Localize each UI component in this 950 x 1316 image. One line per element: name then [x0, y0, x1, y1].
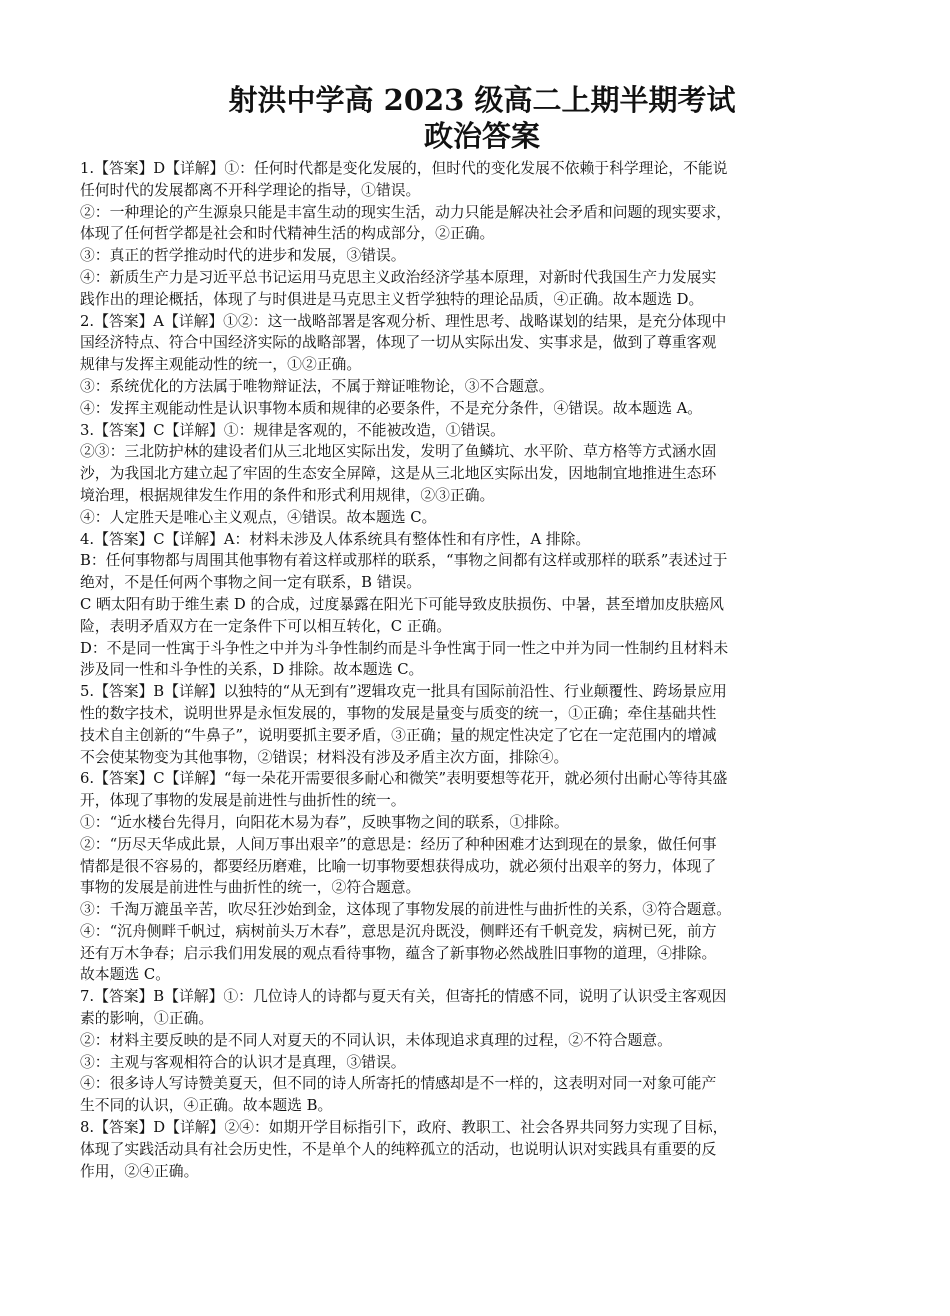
answer-line: 践作出的理论概括，体现了与时俱进是马克思主义哲学独特的理论品质，④正确。故本题选 D。	[80, 290, 704, 308]
exam-subtitle: 政治答案	[423, 119, 540, 153]
answer-line: ③：系统优化的方法属于唯物辩证法，不属于辩证唯物论，③不合题意。	[80, 377, 554, 395]
answer-line: ④：“沉舟侧畔千帆过，病树前头万木春”，意思是沉舟既没，侧畔还有千帆竞发，病树已死，前方	[80, 922, 717, 940]
answer-line: 体现了任何哲学都是社会和时代精神生活的构成部分，②正确。	[80, 225, 495, 243]
answer-line: 任何时代的发展都离不开科学理论的指导，①错误。	[80, 181, 421, 199]
answer-line: B：任何事物都与周围其他事物有着这样或那样的联系，“事物之间都有这样或那样的联系”表述过于	[80, 552, 728, 570]
answer-line: ④：人定胜天是唯心主义观点，④错误。故本题选 C。	[80, 508, 437, 526]
answer-line: ④：发挥主观能动性是认识事物本质和规律的必要条件，不是充分条件，④错误。故本题选 A。	[80, 399, 703, 417]
answer-line: 国经济特点、符合中国经济实际的战略部署，体现了一切从实际出发、实事求是，做到了尊重客观	[80, 334, 717, 352]
answer-line: ②：“历尽天华成此景，人间万事出艰辛”的意思是：经历了种种困难才达到现在的景象，做任何事	[80, 835, 717, 853]
answer-line: 故本题选 C。	[80, 966, 171, 984]
answer-line: ④：很多诗人写诗赞美夏天，但不同的诗人所寄托的情感却是不一样的，这表明对同一对象可能产	[80, 1075, 717, 1093]
answer-line: 事物的发展是前进性与曲折性的统一，②符合题意。	[80, 879, 421, 897]
answer-line: 规律与发挥主观能动性的统一，①②正确。	[80, 356, 362, 374]
answer-line: 性的数字技术，说明世界是永恒发展的，事物的发展是量变与质变的统一，①正确；牵住基础共性	[80, 704, 717, 722]
answer-line: ②：一种理论的产生源泉只能是丰富生动的现实生活，动力只能是解决社会矛盾和问题的现实要求，	[80, 203, 732, 221]
answer-line: 开，体现了事物的发展是前进性与曲折性的统一。	[80, 792, 406, 810]
answer-line: ③：千淘万漉虽辛苦，吹尽狂沙始到金，这体现了事物发展的前进性与曲折性的关系，③符合题意。	[80, 901, 732, 919]
answer-line: 6.【答案】C【详解】“每一朵花开需要很多耐心和微笑”表明要想等花开，就必须付出耐心等待其盛	[80, 770, 728, 788]
answer-line: 素的影响，①正确。	[80, 1010, 214, 1028]
answer-line: 4.【答案】C【详解】A：材料未涉及人体系统具有整体性和有序性，A 排除。	[80, 530, 591, 548]
answer-line: C 晒太阳有助于维生素 D 的合成，过度暴露在阳光下可能导致皮肤损伤、中暑，甚至增加皮肤癌风	[80, 595, 724, 613]
answer-line: ③：真正的哲学推动时代的进步和发展，③错误。	[80, 247, 406, 265]
answer-line: 生不同的认识，④正确。故本题选 B。	[80, 1097, 333, 1115]
answer-line: 情都是很不容易的，都要经历磨难，比喻一切事物要想获得成功，就必须付出艰辛的努力，体现了	[80, 857, 717, 875]
answer-line: 3.【答案】C【详解】①：规律是客观的，不能被改造，①错误。	[80, 421, 505, 439]
answer-line: 8.【答案】D【详解】②④：如期开学目标指引下，政府、教职工、社会各界共同努力实现了目标，	[80, 1119, 728, 1137]
answer-line: 2.【答案】A【详解】①②：这一战略部署是客观分析、理性思考、战略谋划的结果，是充分体现中	[80, 312, 727, 330]
answer-line: ④：新质生产力是习近平总书记运用马克思主义政治经济学基本原理，对新时代我国生产力发展实	[80, 268, 717, 286]
answer-line: 体现了实践活动具有社会历史性，不是单个人的纯粹孤立的活动，也说明认识对实践具有重要的反	[80, 1140, 717, 1158]
answer-body	[80, 158, 884, 1182]
answer-line: 不会使某物变为其他事物，②错误；材料没有涉及矛盾主次方面，排除④。	[80, 748, 569, 766]
answer-line: 险，表明矛盾双方在一定条件下可以相互转化，C 正确。	[80, 617, 452, 635]
answer-line: 5.【答案】B【详解】以独特的“从无到有”逻辑攻克一批具有国际前沿性、行业颠覆性、跨场景应用	[80, 683, 727, 701]
answer-line: ②：材料主要反映的是不同人对夏天的不同认识，未体现追求真理的过程，②不符合题意。	[80, 1031, 672, 1049]
answer-line: 7.【答案】B【详解】①：几位诗人的诗都与夏天有关，但寄托的情感不同，说明了认识受主客观因	[80, 988, 727, 1006]
answer-line: D：不是同一性寓于斗争性之中并为斗争性制约而是斗争性寓于同一性之中并为同一性制约且材料未	[80, 639, 729, 657]
answer-line: 境治理，根据规律发生作用的条件和形式利用规律，②③正确。	[80, 486, 495, 504]
answer-line: 1.【答案】D【详解】①：任何时代都是变化发展的，但时代的变化发展不依赖于科学理论，不能说	[80, 160, 728, 177]
answer-line: 技术自主创新的“牛鼻子”，说明要抓主要矛盾，③正确；量的规定性决定了它在一定范围内的增减	[80, 726, 717, 744]
answer-line: ①：“近水楼台先得月，向阳花木易为春”，反映事物之间的联系，①排除。	[80, 813, 569, 831]
answer-line: ②③：三北防护林的建设者们从三北地区实际出发，发明了鱼鳞坑、水平阶、草方格等方式涵水固	[80, 443, 717, 461]
answer-line: 涉及同一性和斗争性的关系，D 排除。故本题选 C。	[80, 661, 424, 679]
exam-title: 射洪中学高 2023 级高二上期半期考试	[228, 83, 736, 117]
answer-line: ③：主观与客观相符合的认识才是真理，③错误。	[80, 1053, 406, 1071]
answer-line: 还有万木争春；启示我们用发展的观点看待事物，蕴含了新事物必然战胜旧事物的道理，④排除。	[80, 944, 717, 962]
answer-line: 沙，为我国北方建立起了牢固的生态安全屏障，这是从三北地区实际出发，因地制宜地推进生态环	[80, 465, 717, 483]
answer-line: 绝对，不是任何两个事物之间一定有联系，B 错误。	[80, 574, 422, 592]
answer-line: 作用，②④正确。	[80, 1162, 199, 1180]
